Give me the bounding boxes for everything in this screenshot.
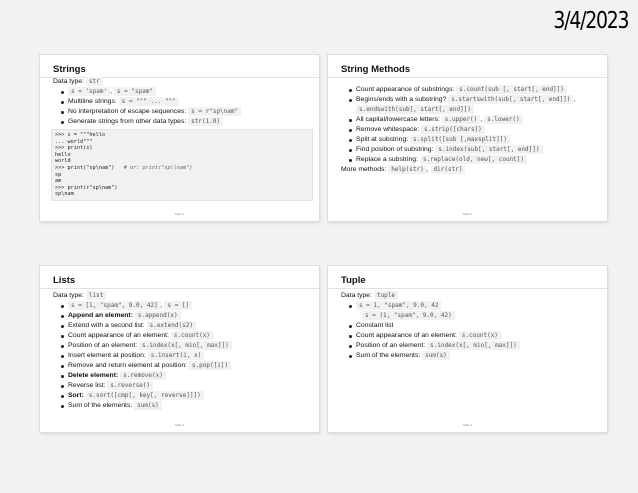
- code-text: >>> print("sp\nam"): [55, 164, 115, 171]
- code-snippet: s.lower(): [484, 115, 523, 124]
- list-item: [350, 351, 599, 361]
- list-item: [350, 155, 599, 165]
- datatype-value: list: [86, 291, 106, 300]
- list-item: [350, 331, 599, 341]
- list-item: [62, 117, 311, 127]
- bullet-label: Position of an element:: [356, 342, 426, 349]
- slide-title: Strings: [53, 64, 86, 75]
- code-snippet: s.startswith(sub[, start[, end]]): [448, 95, 573, 104]
- list-item: [62, 371, 311, 381]
- list-item: [350, 301, 599, 321]
- bullet-label: Remove whitespace:: [356, 126, 420, 133]
- bullet-label: Split at substring:: [356, 136, 409, 143]
- bullet-label: Replace a substring:: [356, 156, 418, 163]
- datatype-value: tuple: [374, 291, 398, 300]
- code-snippet: s.count(x): [171, 331, 213, 340]
- code-line: sp: [55, 171, 62, 178]
- code-snippet: s.insert(i, x): [148, 351, 205, 360]
- list-item: [62, 381, 311, 391]
- list-item: [350, 85, 599, 95]
- slide-content: [341, 85, 599, 175]
- code-line: am: [55, 178, 62, 185]
- code-snippet: s = []: [164, 301, 192, 310]
- code-snippet: s.remove(x): [120, 371, 166, 380]
- list-item: [62, 361, 311, 371]
- bullet-label: Sum of the elements:: [356, 352, 421, 359]
- list-item: [62, 301, 311, 311]
- bullet-label: Generate strings from other data types:: [68, 118, 187, 125]
- code-snippet: s = (1, "spam", 9.0, 42): [362, 311, 455, 320]
- list-item: [350, 115, 599, 125]
- bullet-list: [341, 301, 599, 361]
- code-snippet: s.index(x[, min[, max]]): [427, 341, 520, 350]
- bullet-list: [53, 301, 311, 411]
- code-snippet: s.endswith(sub[, start[, end]]): [356, 105, 474, 114]
- bullet-label: Begins/ends with a substring?: [356, 96, 447, 103]
- separator: ,: [480, 116, 483, 123]
- bullet-label: Reverse list:: [68, 382, 106, 389]
- slide-content: [341, 291, 599, 361]
- code-line: ... world""": [55, 138, 93, 145]
- code-snippet: s.extend(s2): [147, 321, 196, 330]
- code-snippet: s = 'spam': [68, 87, 110, 96]
- slide-title: Lists: [53, 275, 76, 286]
- bullet-label: Count appearance of substrings:: [356, 86, 455, 93]
- datatype-label: Data type:: [53, 78, 84, 85]
- bullet-label: Position of an element:: [68, 342, 138, 349]
- slide-lists[interactable]: [40, 266, 319, 432]
- list-item: [350, 321, 599, 331]
- list-item: [350, 135, 599, 145]
- code-comment: # or: print("sp\\nam"): [123, 164, 193, 171]
- code-line: [55, 165, 309, 172]
- code-snippet: s.reverse(): [107, 381, 153, 390]
- list-item: [62, 311, 311, 321]
- bullet-label: No interpretation of escape sequences:: [68, 108, 187, 115]
- code-snippet: s.replace(old, new[, count]): [420, 155, 527, 164]
- bullet-label: Append an element:: [68, 312, 133, 319]
- slide-strings[interactable]: [40, 55, 319, 221]
- slide-title: String Methods: [341, 64, 411, 75]
- code-snippet: s.sort([cmp[, key[, reverse]]]): [86, 391, 204, 400]
- bullet-label: Count appearance of an element:: [68, 332, 169, 339]
- code-snippet: s = """ ... """: [119, 97, 179, 106]
- code-snippet: sum(s): [134, 401, 162, 410]
- slide-content: [53, 291, 311, 411]
- bullet-label: Multiline strings:: [68, 98, 117, 105]
- datatype-line: [53, 291, 311, 301]
- bullet-label: All capital/lowercase letters:: [356, 116, 440, 123]
- datatype-line: [53, 77, 311, 87]
- list-item: [62, 321, 311, 331]
- title-divider: [328, 77, 607, 78]
- code-snippet: s = [1, "spam", 9.0, 42]: [68, 301, 161, 310]
- slide-content: [53, 77, 311, 201]
- code-snippet: s.split([sub [,maxsplit]]): [410, 135, 510, 144]
- code-snippet: s.upper(): [442, 115, 481, 124]
- separator: ,: [160, 302, 163, 309]
- code-snippet: s = 1, "spam", 9.0, 42: [356, 301, 441, 310]
- list-item: [62, 401, 311, 411]
- datatype-line: [341, 291, 599, 301]
- datatype-label: Data type:: [341, 292, 372, 299]
- date-label: 3/4/2023: [553, 8, 628, 34]
- bullet-label: Constant list: [356, 322, 394, 329]
- code-snippet: dir(str): [431, 165, 466, 174]
- bullet-label: Extend with a second list:: [68, 322, 145, 329]
- continuation-line: [356, 311, 599, 321]
- bullet-label: Insert element at position:: [68, 352, 146, 359]
- list-item: [62, 351, 311, 361]
- code-snippet: help(str): [388, 165, 427, 174]
- datatype-label: Data type:: [53, 292, 84, 299]
- list-item: [62, 341, 311, 351]
- bullet-label: Count appearance of an element:: [356, 332, 457, 339]
- list-item: [62, 97, 311, 107]
- more-methods-line: [341, 165, 599, 175]
- list-item: [62, 331, 311, 341]
- code-line: sp\nam: [55, 191, 74, 198]
- code-snippet: s.pop([i]): [189, 361, 231, 370]
- slide-footer: Slide 2: [462, 212, 473, 216]
- bullet-label: Remove and return element at position:: [68, 362, 188, 369]
- bullet-list: [341, 85, 599, 165]
- title-divider: [40, 288, 319, 289]
- code-snippet: s.append(x): [135, 311, 181, 320]
- list-item: [350, 95, 599, 115]
- slide-footer: Slide 1: [174, 212, 185, 216]
- list-item: [62, 391, 311, 401]
- list-item: [350, 145, 599, 155]
- code-line: >>> print(s): [55, 145, 93, 152]
- code-line: >>> print(r"sp\nam"): [55, 184, 118, 191]
- bullet-label: Delete element:: [68, 372, 119, 379]
- list-item: [350, 125, 599, 135]
- list-item: [62, 107, 311, 117]
- slide-title: Tuple: [341, 275, 366, 286]
- bullet-label: Sum of the elements:: [68, 402, 133, 409]
- code-snippet: s.count(sub [, start[, end]]): [456, 85, 567, 94]
- slide-footer: Slide 4: [462, 423, 473, 427]
- code-snippet: sum(s): [422, 351, 450, 360]
- code-snippet: s = "spam": [114, 87, 156, 96]
- code-snippet: s.index(x[, min[, max]]): [139, 341, 232, 350]
- more-label: More methods:: [341, 166, 387, 173]
- bullet-label: Find position of substring:: [356, 146, 434, 153]
- list-item: s = 'spam' , s = "spam": [62, 87, 311, 97]
- slide-string-methods[interactable]: [328, 55, 607, 221]
- code-snippet: s.index(sub[, start[, end]]): [435, 145, 542, 154]
- datatype-value: str: [86, 77, 103, 86]
- code-snippet: s.strip([chars]): [421, 125, 485, 134]
- code-line: >>> s = """hello: [55, 132, 105, 138]
- code-snippet: s = r"sp\nam": [188, 107, 241, 116]
- slide-tuple[interactable]: [328, 266, 607, 432]
- slide-footer: Slide 3: [174, 423, 185, 427]
- code-snippet: str(1.0): [188, 117, 223, 126]
- bullet-label: Sort:: [68, 392, 84, 399]
- code-block: [51, 129, 313, 201]
- title-divider: [328, 288, 607, 289]
- separator: ,: [426, 166, 429, 173]
- separator: ,: [573, 96, 576, 103]
- code-snippet: s.count(x): [459, 331, 501, 340]
- bullet-list: [53, 87, 311, 127]
- code-line: hello: [55, 151, 71, 158]
- list-item: [350, 341, 599, 351]
- code-line: world: [55, 158, 71, 165]
